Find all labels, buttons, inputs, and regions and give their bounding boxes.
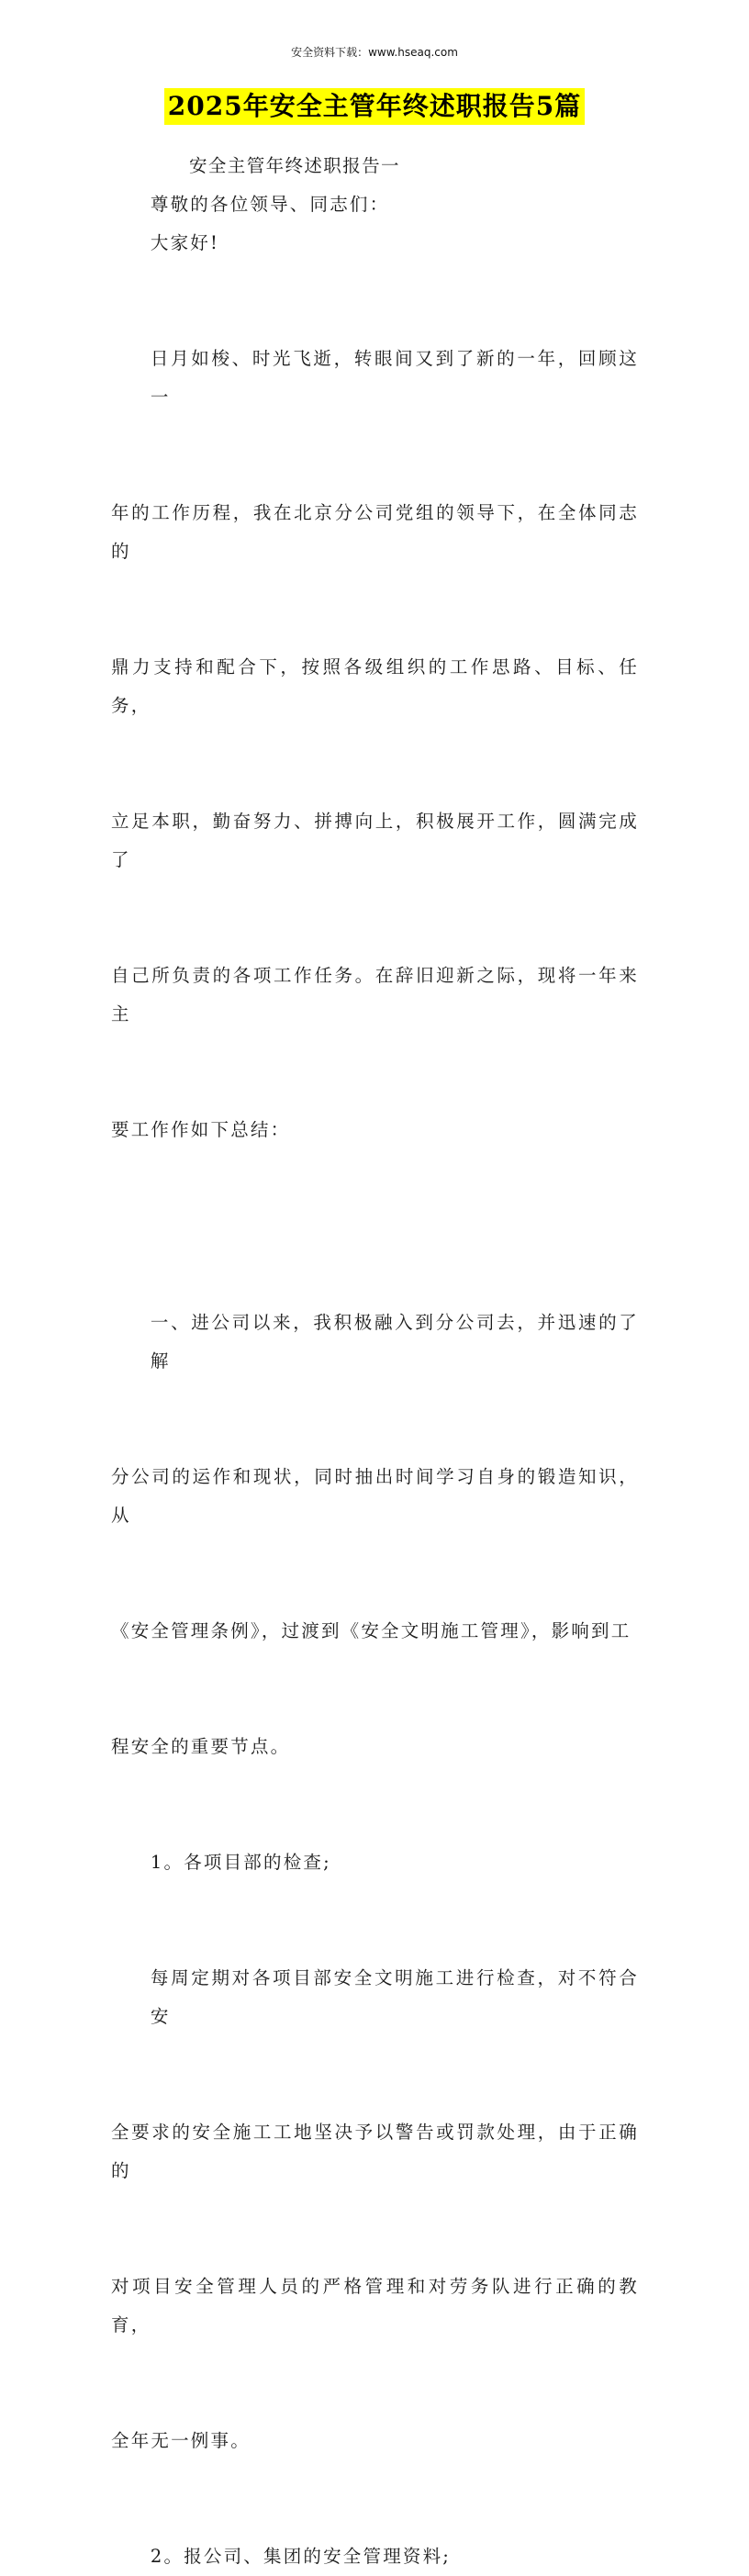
paragraph-section-one <box>111 1226 639 1843</box>
paragraph-line: 对项目安全管理人员的严格管理和对劳务队进行正确的教育， <box>111 2276 639 2335</box>
paragraph-intro <box>111 263 639 1226</box>
paragraph-line: 全要求的安全施工工地坚决予以警告或罚款处理，由于正确的 <box>111 2122 639 2181</box>
paragraph-line: 程安全的重要节点。 <box>111 1736 291 1757</box>
paragraph-line: 年的工作历程，我在北京分公司党组的领导下，在全体同志的 <box>111 502 639 562</box>
hello: 大家好! <box>150 232 220 253</box>
paragraph-line: 鼎力支持和配合下，按照各级组织的工作思路、目标、任务， <box>111 656 639 716</box>
document-title: 2025年安全主管年终述职报告5篇 <box>164 88 585 125</box>
list-item-1: 1。各项目部的检查; <box>150 1852 331 1873</box>
paragraph-line: 《安全管理条例》，过渡到《安全文明施工管理》，影响到工 <box>111 1620 632 1641</box>
paragraph-line: 分公司的运作和现状，同时抽出时间学习自身的锻造知识，从 <box>111 1466 639 1526</box>
paragraph-line: 日月如梭、时光飞逝，转眼间又到了新的一年，回顾这一 <box>150 348 639 408</box>
paragraph-inspection <box>111 1882 639 2537</box>
paragraph-line: 要工作作如下总结： <box>111 1119 291 1140</box>
paragraph-line: 自己所负责的各项工作任务。在辞旧迎新之际，现将一年来主 <box>111 965 639 1025</box>
paragraph-line: 全年无一例事。 <box>111 2430 251 2451</box>
greeting: 尊敬的各位领导、同志们： <box>150 194 390 215</box>
paragraph-line: 一、进公司以来，我积极融入到分公司去，并迅速的了解 <box>150 1312 639 1372</box>
title-container <box>0 88 749 125</box>
page-header: 安全资料下载：www.hseaq.com <box>291 46 458 59</box>
list-item-2: 2。报公司、集团的安全管理资料; <box>150 2546 452 2567</box>
section-subtitle: 安全主管年终述职报告一 <box>189 155 400 176</box>
paragraph-line: 每周定期对各项目部安全文明施工进行检查，对不符合安 <box>150 1967 639 2027</box>
document-body <box>111 147 639 2576</box>
paragraph-line: 立足本职，勤奋努力、拼搏向上，积极展开工作，圆满完成了 <box>111 811 639 870</box>
